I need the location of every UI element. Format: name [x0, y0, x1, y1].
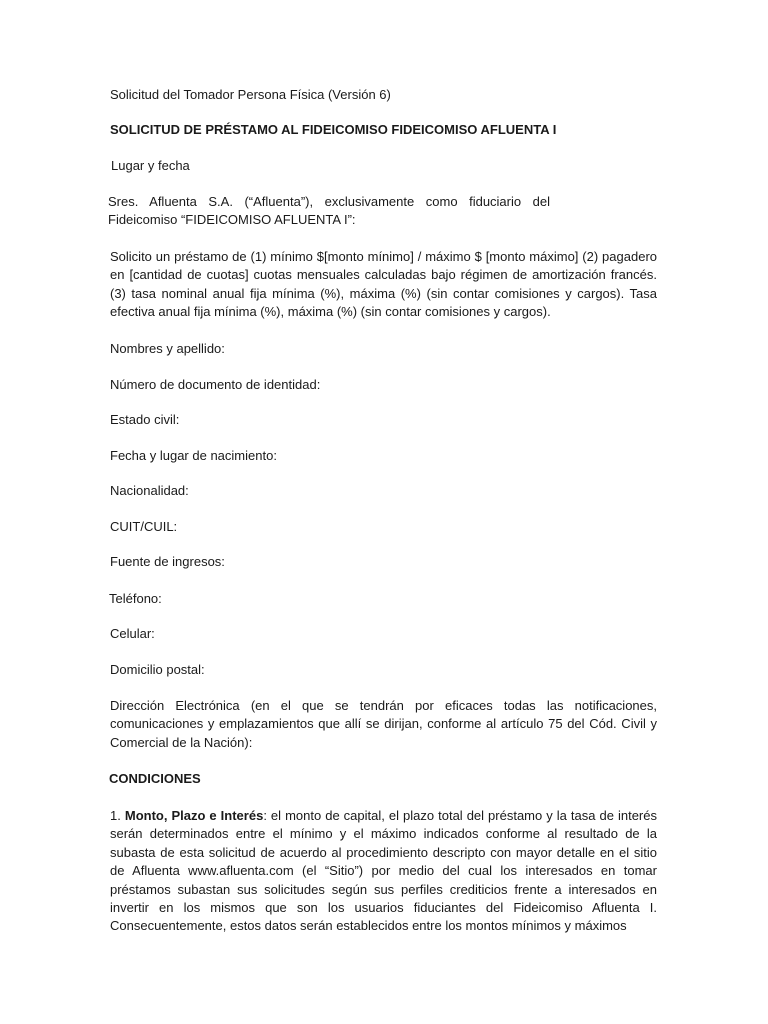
- field-postal-address: Domicilio postal:: [110, 662, 205, 677]
- document-header: Solicitud del Tomador Persona Física (Versión 6): [110, 87, 391, 102]
- field-nationality: Nacionalidad:: [110, 483, 189, 498]
- conditions-heading: CONDICIONES: [109, 771, 201, 786]
- field-id-number: Número de documento de identidad:: [110, 377, 321, 392]
- document-title: SOLICITUD DE PRÉSTAMO AL FIDEICOMISO FIDEICOMISO AFLUENTA I: [110, 122, 557, 137]
- field-full-name: Nombres y apellido:: [110, 341, 225, 356]
- condition-1-text: : el monto de capital, el plazo total del préstamo y la tasa de interés serán determinados entre el mínimo y el máximo indicados conforme al resultado de la subasta de esta solicitud de acuerdo al procedimiento descripto con mayor detalle en el sitio de Afluenta www.afluenta.com (el “Sitio”) por medio del cual los interesados en tomar préstamos subastan sus solicitudes según sus perfiles crediticios frente a interesados en invertir en los mismos que son los usuarios fiduciantes del Fideicomiso Afluenta I. Consecuentemente, estos datos serán establecidos entre los montos mínimos y máximos: [110, 808, 657, 934]
- field-marital-status: Estado civil:: [110, 412, 180, 427]
- condition-1-title: Monto, Plazo e Interés: [124, 808, 264, 823]
- condition-1-paragraph: [110, 807, 657, 936]
- addressee-paragraph: Sres. Afluenta S.A. (“Afluenta”), exclusivamente como fiduciario del Fideicomiso “FIDEICOMISO AFLUENTA I”:: [108, 194, 550, 228]
- field-cuit-cuil: CUIT/CUIL:: [110, 519, 178, 534]
- field-mobile: Celular:: [110, 626, 155, 641]
- request-paragraph: Solicito un préstamo de (1) mínimo $[monto mínimo] / máximo $ [monto máximo] (2) pagadero en [cantidad de cuotas] cuotas mensuales calculadas bajo régimen de amortización francés. (3) tasa nominal anual fija mínima (%), máxima (%) (sin contar comisiones y cargos). Tasa efectiva anual fija mínima (%), máxima (%) (sin contar comisiones y cargos).: [110, 249, 657, 320]
- field-phone: Teléfono:: [109, 591, 162, 606]
- email-paragraph: Dirección Electrónica (en el que se tendrán por eficaces todas las notificaciones, comunicaciones y emplazamientos que allí se dirijan, conforme al artículo 75 del Cód. Civil y Comercial de la Nación):: [110, 698, 657, 750]
- place-and-date: Lugar y fecha: [111, 158, 190, 173]
- field-income-source: Fuente de ingresos:: [110, 554, 225, 569]
- condition-1-number: 1.: [110, 808, 125, 823]
- field-birth-date-place: Fecha y lugar de nacimiento:: [110, 448, 277, 463]
